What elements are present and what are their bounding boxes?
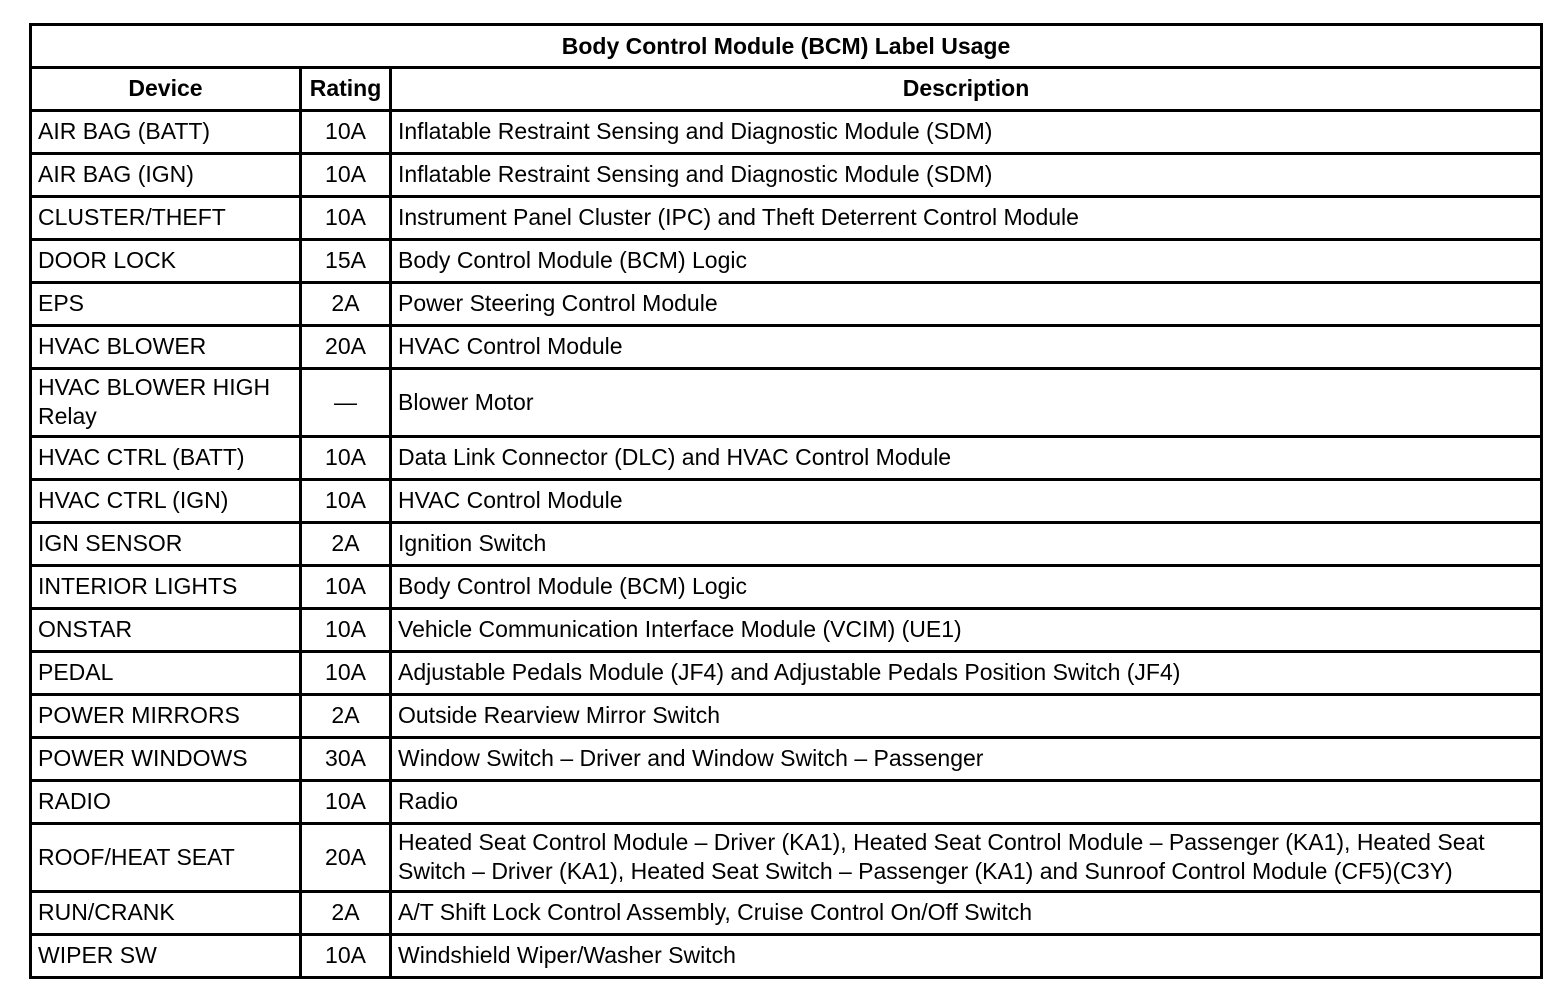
- description-cell: Window Switch – Driver and Window Switch – Passenger: [391, 738, 1542, 781]
- table-row: [31, 781, 1542, 824]
- rating-cell: 10A: [301, 197, 391, 240]
- description-cell: Windshield Wiper/Washer Switch: [391, 935, 1542, 978]
- table-row: [31, 369, 1542, 437]
- table-row: [31, 824, 1542, 892]
- table-row: [31, 609, 1542, 652]
- description-cell: HVAC Control Module: [391, 480, 1542, 523]
- bcm-label-usage-table: [29, 23, 1543, 979]
- rating-cell: 30A: [301, 738, 391, 781]
- description-cell: Inflatable Restraint Sensing and Diagnostic Module (SDM): [391, 154, 1542, 197]
- description-cell: Instrument Panel Cluster (IPC) and Theft Deterrent Control Module: [391, 197, 1542, 240]
- rating-cell: 10A: [301, 480, 391, 523]
- table-row: [31, 197, 1542, 240]
- table-row: [31, 283, 1542, 326]
- device-cell: ONSTAR: [31, 609, 301, 652]
- rating-cell: 10A: [301, 154, 391, 197]
- device-cell: IGN SENSOR: [31, 523, 301, 566]
- description-cell: Inflatable Restraint Sensing and Diagnostic Module (SDM): [391, 111, 1542, 154]
- device-cell: POWER WINDOWS: [31, 738, 301, 781]
- column-header-device: Device: [31, 68, 301, 111]
- device-cell: INTERIOR LIGHTS: [31, 566, 301, 609]
- device-cell: HVAC CTRL (BATT): [31, 437, 301, 480]
- rating-cell: —: [301, 369, 391, 437]
- device-cell: HVAC CTRL (IGN): [31, 480, 301, 523]
- device-cell: AIR BAG (IGN): [31, 154, 301, 197]
- description-cell: A/T Shift Lock Control Assembly, Cruise Control On/Off Switch: [391, 892, 1542, 935]
- description-cell: Outside Rearview Mirror Switch: [391, 695, 1542, 738]
- rating-cell: 10A: [301, 781, 391, 824]
- description-cell: Power Steering Control Module: [391, 283, 1542, 326]
- device-cell: WIPER SW: [31, 935, 301, 978]
- device-cell: PEDAL: [31, 652, 301, 695]
- rating-cell: 2A: [301, 283, 391, 326]
- header-row: [31, 68, 1542, 111]
- rating-cell: 10A: [301, 437, 391, 480]
- rating-cell: 15A: [301, 240, 391, 283]
- table-row: [31, 652, 1542, 695]
- description-cell: HVAC Control Module: [391, 326, 1542, 369]
- rating-cell: 10A: [301, 609, 391, 652]
- rating-cell: 2A: [301, 695, 391, 738]
- table-row: [31, 437, 1542, 480]
- rating-cell: 20A: [301, 824, 391, 892]
- table-row: [31, 326, 1542, 369]
- table-row: [31, 480, 1542, 523]
- rating-cell: 2A: [301, 892, 391, 935]
- table-row: [31, 738, 1542, 781]
- description-cell: Heated Seat Control Module – Driver (KA1), Heated Seat Control Module – Passenger (KA1), Heated Seat Switch – Driver (KA1), Heated Seat Switch – Passenger (KA1) and Sunroof Control Module (CF5)(C3Y): [391, 824, 1542, 892]
- title-row: [31, 25, 1542, 68]
- table-row: [31, 111, 1542, 154]
- device-cell: POWER MIRRORS: [31, 695, 301, 738]
- description-cell: Ignition Switch: [391, 523, 1542, 566]
- device-cell: HVAC BLOWER: [31, 326, 301, 369]
- device-cell: ROOF/HEAT SEAT: [31, 824, 301, 892]
- table-row: [31, 892, 1542, 935]
- device-cell: CLUSTER/THEFT: [31, 197, 301, 240]
- table-row: [31, 566, 1542, 609]
- device-cell: RUN/CRANK: [31, 892, 301, 935]
- table-title: Body Control Module (BCM) Label Usage: [31, 25, 1542, 68]
- description-cell: Vehicle Communication Interface Module (VCIM) (UE1): [391, 609, 1542, 652]
- rating-cell: 10A: [301, 566, 391, 609]
- description-cell: Adjustable Pedals Module (JF4) and Adjustable Pedals Position Switch (JF4): [391, 652, 1542, 695]
- table-row: [31, 935, 1542, 978]
- description-cell: Radio: [391, 781, 1542, 824]
- description-cell: Blower Motor: [391, 369, 1542, 437]
- rating-cell: 10A: [301, 935, 391, 978]
- rating-cell: 10A: [301, 111, 391, 154]
- column-header-rating: Rating: [301, 68, 391, 111]
- device-cell: EPS: [31, 283, 301, 326]
- device-cell: RADIO: [31, 781, 301, 824]
- rating-cell: 2A: [301, 523, 391, 566]
- device-cell: DOOR LOCK: [31, 240, 301, 283]
- rating-cell: 20A: [301, 326, 391, 369]
- column-header-description: Description: [391, 68, 1542, 111]
- device-cell: HVAC BLOWER HIGH Relay: [31, 369, 301, 437]
- description-cell: Data Link Connector (DLC) and HVAC Control Module: [391, 437, 1542, 480]
- table-row: [31, 523, 1542, 566]
- rating-cell: 10A: [301, 652, 391, 695]
- description-cell: Body Control Module (BCM) Logic: [391, 240, 1542, 283]
- table-row: [31, 154, 1542, 197]
- table-row: [31, 240, 1542, 283]
- description-cell: Body Control Module (BCM) Logic: [391, 566, 1542, 609]
- device-cell: AIR BAG (BATT): [31, 111, 301, 154]
- table-row: [31, 695, 1542, 738]
